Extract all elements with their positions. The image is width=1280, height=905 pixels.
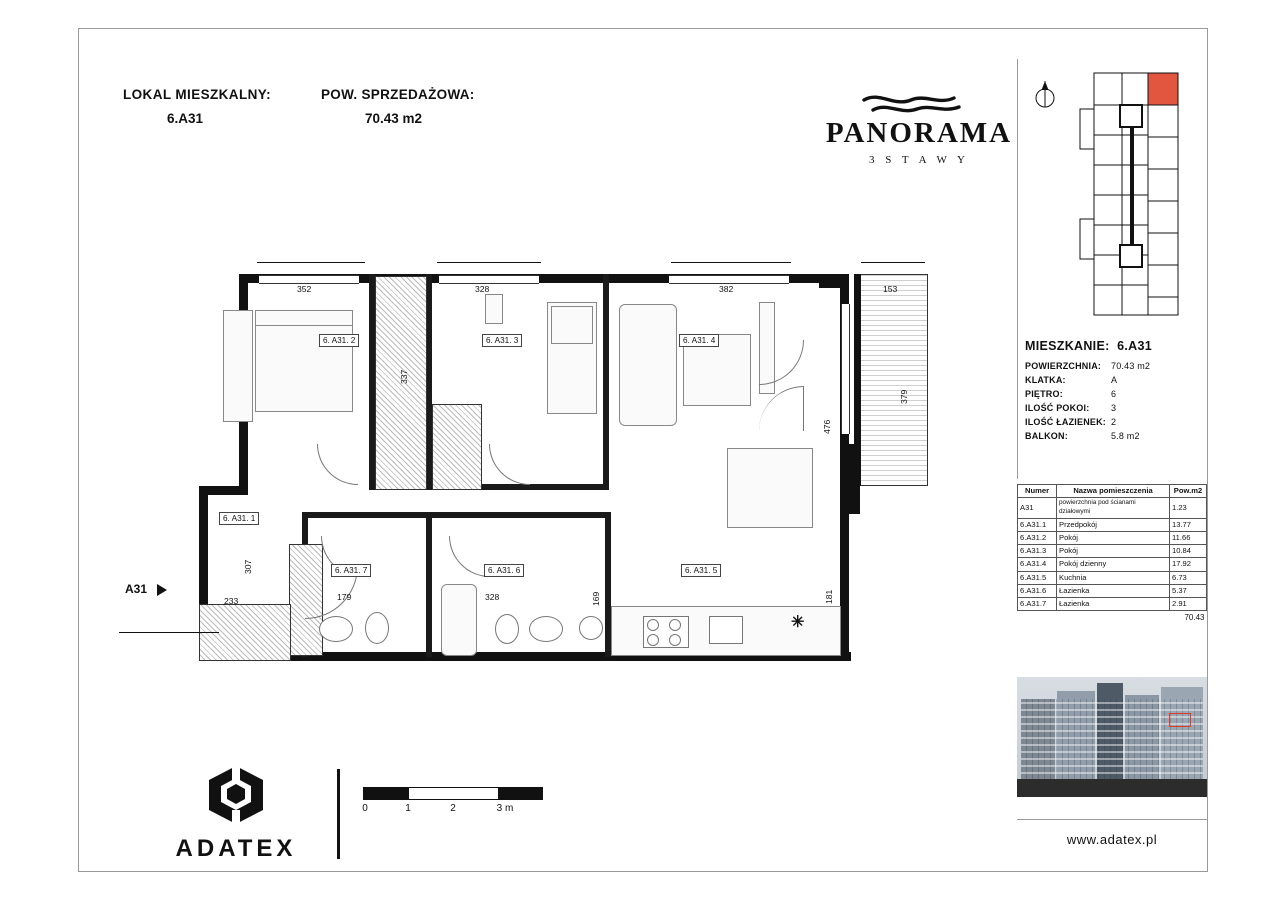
info-title-value: 6.A31 — [1117, 339, 1152, 353]
panorama-logo — [809, 91, 1029, 166]
dim-top-3: 382 — [719, 284, 734, 294]
cell-name: Pokój dzienny — [1057, 558, 1170, 571]
table-total-row — [1018, 611, 1207, 625]
keyplan-highlight — [1148, 73, 1178, 105]
dim-right-1: 379 — [899, 389, 909, 404]
door-swing — [489, 444, 530, 485]
window — [259, 275, 359, 284]
dining-table — [727, 448, 813, 528]
scale-label: 2 — [450, 803, 456, 814]
burner-icon — [669, 634, 681, 646]
floor-plan — [125, 244, 989, 684]
rooms-table — [1017, 484, 1207, 625]
wardrobe-furniture — [223, 310, 253, 422]
info-key: ILOŚĆ POKOI: — [1025, 403, 1090, 413]
cell-number: 6.A31.3 — [1018, 545, 1057, 558]
toilet-icon — [365, 612, 389, 644]
cell-name: Kuchnia — [1057, 571, 1170, 584]
dim-left-1: 337 — [399, 369, 409, 384]
info-key: PIĘTRO: — [1025, 389, 1063, 399]
photo-ground — [1017, 779, 1207, 797]
entrance-dim-line — [119, 632, 219, 633]
cell-name: powierzchnia pod ścianami działowymi — [1057, 498, 1170, 518]
cell-number: 6.A31.1 — [1018, 518, 1057, 531]
dim-left-2: 307 — [243, 559, 253, 574]
adatex-logo — [141, 764, 331, 863]
north-arrow-icon — [1028, 79, 1062, 113]
cell-area: 2.91 — [1170, 598, 1207, 611]
dim-top-4: 153 — [883, 284, 898, 294]
window — [439, 275, 539, 284]
window — [841, 304, 850, 434]
cell-number: 6.A31.6 — [1018, 584, 1057, 597]
info-key: POWIERZCHNIA: — [1025, 361, 1102, 371]
info-row — [1017, 431, 1207, 441]
room-label-3: 6. A31. 3 — [482, 334, 522, 347]
balcony-edge — [854, 274, 861, 486]
table-row — [1018, 498, 1207, 518]
washbasin-icon — [529, 616, 563, 642]
washbasin-icon — [319, 616, 353, 642]
cell-area: 10.84 — [1170, 545, 1207, 558]
door-swing — [317, 444, 358, 485]
wall-internal-8 — [426, 512, 432, 657]
window — [669, 275, 789, 284]
table-row — [1018, 584, 1207, 597]
cell-number: 6.A31.2 — [1018, 531, 1057, 544]
scale-label: 1 — [405, 803, 411, 814]
cell-area: 6.73 — [1170, 571, 1207, 584]
col-area: Pow.m2 — [1170, 485, 1207, 498]
balcony-door-swing — [759, 340, 804, 385]
entrance-arrow-icon — [157, 584, 167, 596]
info-key: KLATKA: — [1025, 375, 1066, 385]
info-value: 2 — [1111, 417, 1117, 427]
wall-internal-7 — [302, 512, 432, 518]
scale-label: 0 — [362, 803, 368, 814]
cell-area: 11.66 — [1170, 531, 1207, 544]
info-value: 6 — [1111, 389, 1117, 399]
dim-line-top — [437, 262, 541, 263]
dim-line-top — [257, 262, 365, 263]
dim-right-3: 181 — [824, 589, 834, 604]
table-row — [1018, 571, 1207, 584]
unit-value: 6.A31 — [167, 111, 204, 126]
cell-number: 6.A31.7 — [1018, 598, 1057, 611]
table-row — [1018, 598, 1207, 611]
cell-area: 5.37 — [1170, 584, 1207, 597]
cell-name: Pokój — [1057, 531, 1170, 544]
info-title-label: MIESZKANIE: — [1025, 339, 1110, 353]
dim-bot-1: 179 — [337, 592, 352, 602]
kitchen-star-icon: ✳ — [791, 614, 805, 631]
dim-bot-2: 328 — [485, 592, 500, 602]
dim-bot-3: 169 — [591, 591, 601, 606]
bathtub-icon — [441, 584, 477, 656]
website-url[interactable]: www.adatex.pl — [1017, 819, 1207, 847]
toilet-icon — [495, 614, 519, 644]
info-value: 5.8 m2 — [1111, 431, 1140, 441]
dim-top-1: 352 — [297, 284, 312, 294]
pillow-furniture — [551, 306, 593, 344]
table-row — [1018, 558, 1207, 571]
logo-divider — [337, 769, 340, 859]
area-label: POW. SPRZEDAŻOWA: — [321, 87, 475, 102]
info-row — [1017, 417, 1207, 427]
cell-name: Łazienka — [1057, 598, 1170, 611]
scale-bar — [363, 787, 543, 817]
waves-icon — [809, 91, 1029, 117]
info-key: ILOŚĆ ŁAZIENEK: — [1025, 417, 1106, 427]
balcony — [860, 274, 928, 486]
info-key: BALKON: — [1025, 431, 1068, 441]
photo-unit-marker — [1169, 713, 1191, 727]
brand-subtitle: 3 S T A W Y — [869, 154, 969, 166]
room-label-4: 6. A31. 4 — [679, 334, 719, 347]
cell-area: 17.92 — [1170, 558, 1207, 571]
cell-area: 1.23 — [1170, 498, 1207, 518]
sink-icon — [709, 616, 743, 644]
scale-bar-graphic — [363, 787, 543, 800]
room-label-7: 6. A31. 7 — [331, 564, 371, 577]
building-photo — [1017, 677, 1207, 797]
apartment-marker-label: A31 — [125, 582, 148, 596]
scale-labels — [363, 803, 543, 817]
cell-area: 13.77 — [1170, 518, 1207, 531]
room-label-1: 6. A31. 1 — [219, 512, 259, 525]
info-title — [1017, 339, 1207, 353]
wall-internal-4 — [603, 274, 609, 489]
cell-name: Przedpokój — [1057, 518, 1170, 531]
sofa-furniture — [619, 304, 677, 426]
info-row — [1017, 361, 1207, 371]
info-row — [1017, 389, 1207, 399]
dim-line-top — [861, 262, 925, 263]
headboard-furniture — [255, 310, 353, 326]
adatex-cube-icon — [141, 764, 331, 831]
area-value: 70.43 m2 — [365, 111, 423, 126]
apartment-info — [1017, 339, 1207, 441]
dim-left-3: 233 — [224, 596, 239, 606]
photo-window-grid — [1021, 699, 1203, 779]
burner-icon — [647, 619, 659, 631]
shaft-hatch-2 — [432, 404, 482, 490]
cell-number: 6.A31.4 — [1018, 558, 1057, 571]
info-row — [1017, 375, 1207, 385]
wall-right-corner — [819, 274, 849, 288]
dim-right-2: 476 — [822, 419, 832, 434]
room-label-6: 6. A31. 6 — [484, 564, 524, 577]
table-row — [1018, 545, 1207, 558]
info-value: A — [1111, 375, 1118, 385]
wall-internal-9 — [426, 512, 611, 518]
col-number: Numer — [1018, 485, 1057, 498]
burner-icon — [647, 634, 659, 646]
info-value: 3 — [1111, 403, 1117, 413]
table-row — [1018, 531, 1207, 544]
burner-icon — [669, 619, 681, 631]
table-header-row — [1018, 485, 1207, 498]
cell-name: Łazienka — [1057, 584, 1170, 597]
col-name: Nazwa pomieszczenia — [1057, 485, 1170, 498]
info-value: 70.43 m2 — [1111, 361, 1151, 371]
cell-number: 6.A31.5 — [1018, 571, 1057, 584]
adatex-name: ADATEX — [175, 835, 297, 862]
brand-name: PANORAMA — [825, 117, 1013, 149]
scale-label: 3 m — [496, 803, 514, 814]
cell-name: Pokój — [1057, 545, 1170, 558]
dim-line-top — [671, 262, 791, 263]
room-label-5: 6. A31. 5 — [681, 564, 721, 577]
room-label-2: 6. A31. 2 — [319, 334, 359, 347]
cell-total: 70.43 — [1184, 613, 1205, 623]
chair-furniture — [485, 294, 503, 324]
unit-label: LOKAL MIESZKALNY: — [123, 87, 272, 102]
cell-number: A31 — [1018, 498, 1057, 518]
info-row — [1017, 403, 1207, 413]
table-row — [1018, 518, 1207, 531]
dim-top-2: 328 — [475, 284, 490, 294]
washer-icon — [579, 616, 603, 640]
drawing-sheet — [78, 28, 1208, 872]
